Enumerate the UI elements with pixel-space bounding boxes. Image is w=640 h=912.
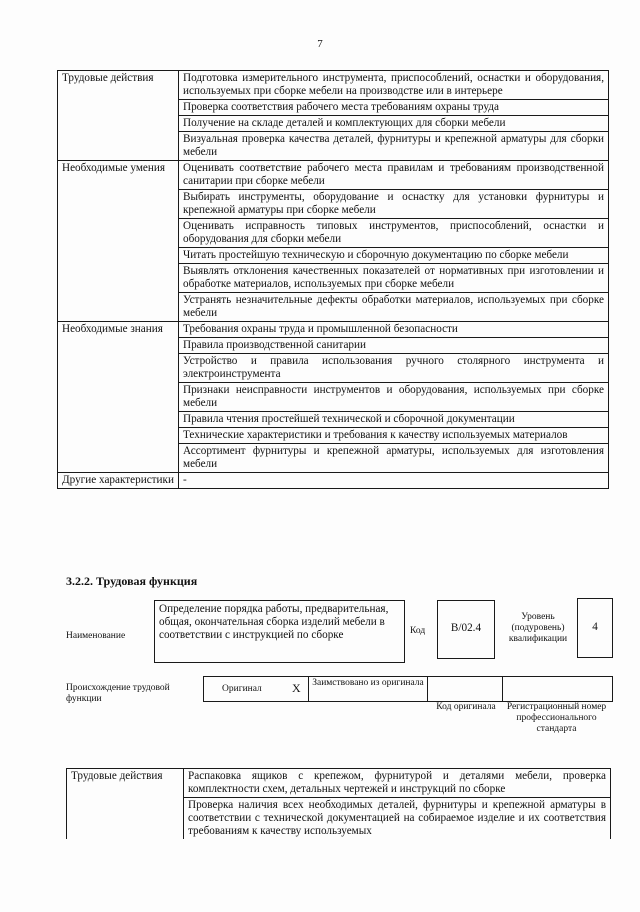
table-cell: Ассортимент фурнитуры и крепежной арматуры, используемых для изготовления мебели bbox=[179, 444, 609, 473]
reg-number-cell bbox=[502, 676, 613, 702]
table-cell: Получение на складе деталей и комплектующих для сборки мебели bbox=[179, 116, 609, 132]
table-cell: Читать простейшую техническую и сборочную документацию по сборке мебели bbox=[179, 248, 609, 264]
function-name-box: Определение порядка работы, предварительная, общая, окончательная сборка изделий мебели в соответствии с инструкцией по сборке bbox=[154, 600, 405, 663]
table-cell: Оценивать исправность типовых инструментов, приспособлений, оснастки и оборудования для сборки мебели bbox=[179, 219, 609, 248]
section-title: 3.2.2. Трудовая функция bbox=[66, 574, 198, 588]
borrowed-cell bbox=[308, 676, 428, 702]
table-cell: Проверка наличия всех необходимых деталей, фурнитуры и крепежной арматуры в соответствии с технической документацией на собираемое изделие и их соответствия требованиям к качеству используемых bbox=[184, 798, 611, 840]
row-label-required-skills: Необходимые умения bbox=[58, 161, 179, 322]
table-cell: Технические характеристики и требования к качеству используемых материалов bbox=[179, 428, 609, 444]
page-number: 7 bbox=[317, 38, 323, 50]
table-cell: Оценивать соответствие рабочего места правилам и требованиям производственной санитарии при сборке мебели bbox=[179, 161, 609, 190]
reg-number-label: Регистрационный номер профессионального стандарта bbox=[506, 702, 607, 734]
level-box: 4 bbox=[577, 598, 613, 658]
borrowed-label: Заимствовано из оригинала bbox=[312, 678, 424, 688]
origin-label: Происхождение трудовой функции bbox=[66, 683, 170, 704]
table-cell: Устройство и правила использования ручного столярного инструмента и электроинструмента bbox=[179, 354, 609, 383]
level-label: Уровень (подуровень) квалификации bbox=[508, 612, 568, 644]
table-cell: Подготовка измерительного инструмента, приспособлений, оснастки и оборудования, используемых при сборке мебели на производстве или в интерьере bbox=[179, 71, 609, 100]
requirements-table bbox=[57, 70, 609, 489]
table-cell: Правила чтения простейшей технической и сборочной документации bbox=[179, 412, 609, 428]
row-label-labor-actions: Трудовые действия bbox=[58, 71, 179, 161]
table-cell: - bbox=[179, 473, 609, 489]
table-cell: Распаковка ящиков с крепежом, фурнитурой и деталями мебели, проверка комплектности схем, детальных чертежей и инструкций по сборке bbox=[184, 769, 611, 798]
labor-actions-table bbox=[66, 768, 611, 839]
table-cell: Признаки неисправности инструментов и оборудования, используемых при сборке мебели bbox=[179, 383, 609, 412]
table-cell: Проверка соответствия рабочего места требованиям охраны труда bbox=[179, 100, 609, 116]
table-cell: Устранять незначительные дефекты обработки материалов, используемых при сборке мебели bbox=[179, 293, 609, 322]
original-label: Оригинал bbox=[222, 684, 262, 694]
code-box: B/02.4 bbox=[437, 600, 495, 659]
name-label: Наименование bbox=[66, 631, 126, 641]
row-label-required-knowledge: Необходимые знания bbox=[58, 322, 179, 473]
table-cell: Выбирать инструменты, оборудование и оснастку для установки фурнитуры и крепежной арматуры при сборке мебели bbox=[179, 190, 609, 219]
row-label-other-characteristics: Другие характеристики bbox=[58, 473, 179, 489]
row-label-labor-actions: Трудовые действия bbox=[67, 769, 184, 840]
table-cell: Выявлять отклонения качественных показателей от нормативных при изготовлении и обработке материалов, используемых при сборке мебели bbox=[179, 264, 609, 293]
code-original-label: Код оригинала bbox=[436, 702, 496, 712]
table-cell: Требования охраны труда и промышленной безопасности bbox=[179, 322, 609, 338]
code-label: Код bbox=[410, 626, 426, 636]
code-original-cell bbox=[427, 676, 503, 702]
original-cell bbox=[203, 676, 309, 702]
original-mark: X bbox=[292, 681, 301, 695]
table-cell: Визуальная проверка качества деталей, фурнитуры и крепежной арматуры для сборки мебели bbox=[179, 132, 609, 161]
table-cell: Правила производственной санитарии bbox=[179, 338, 609, 354]
